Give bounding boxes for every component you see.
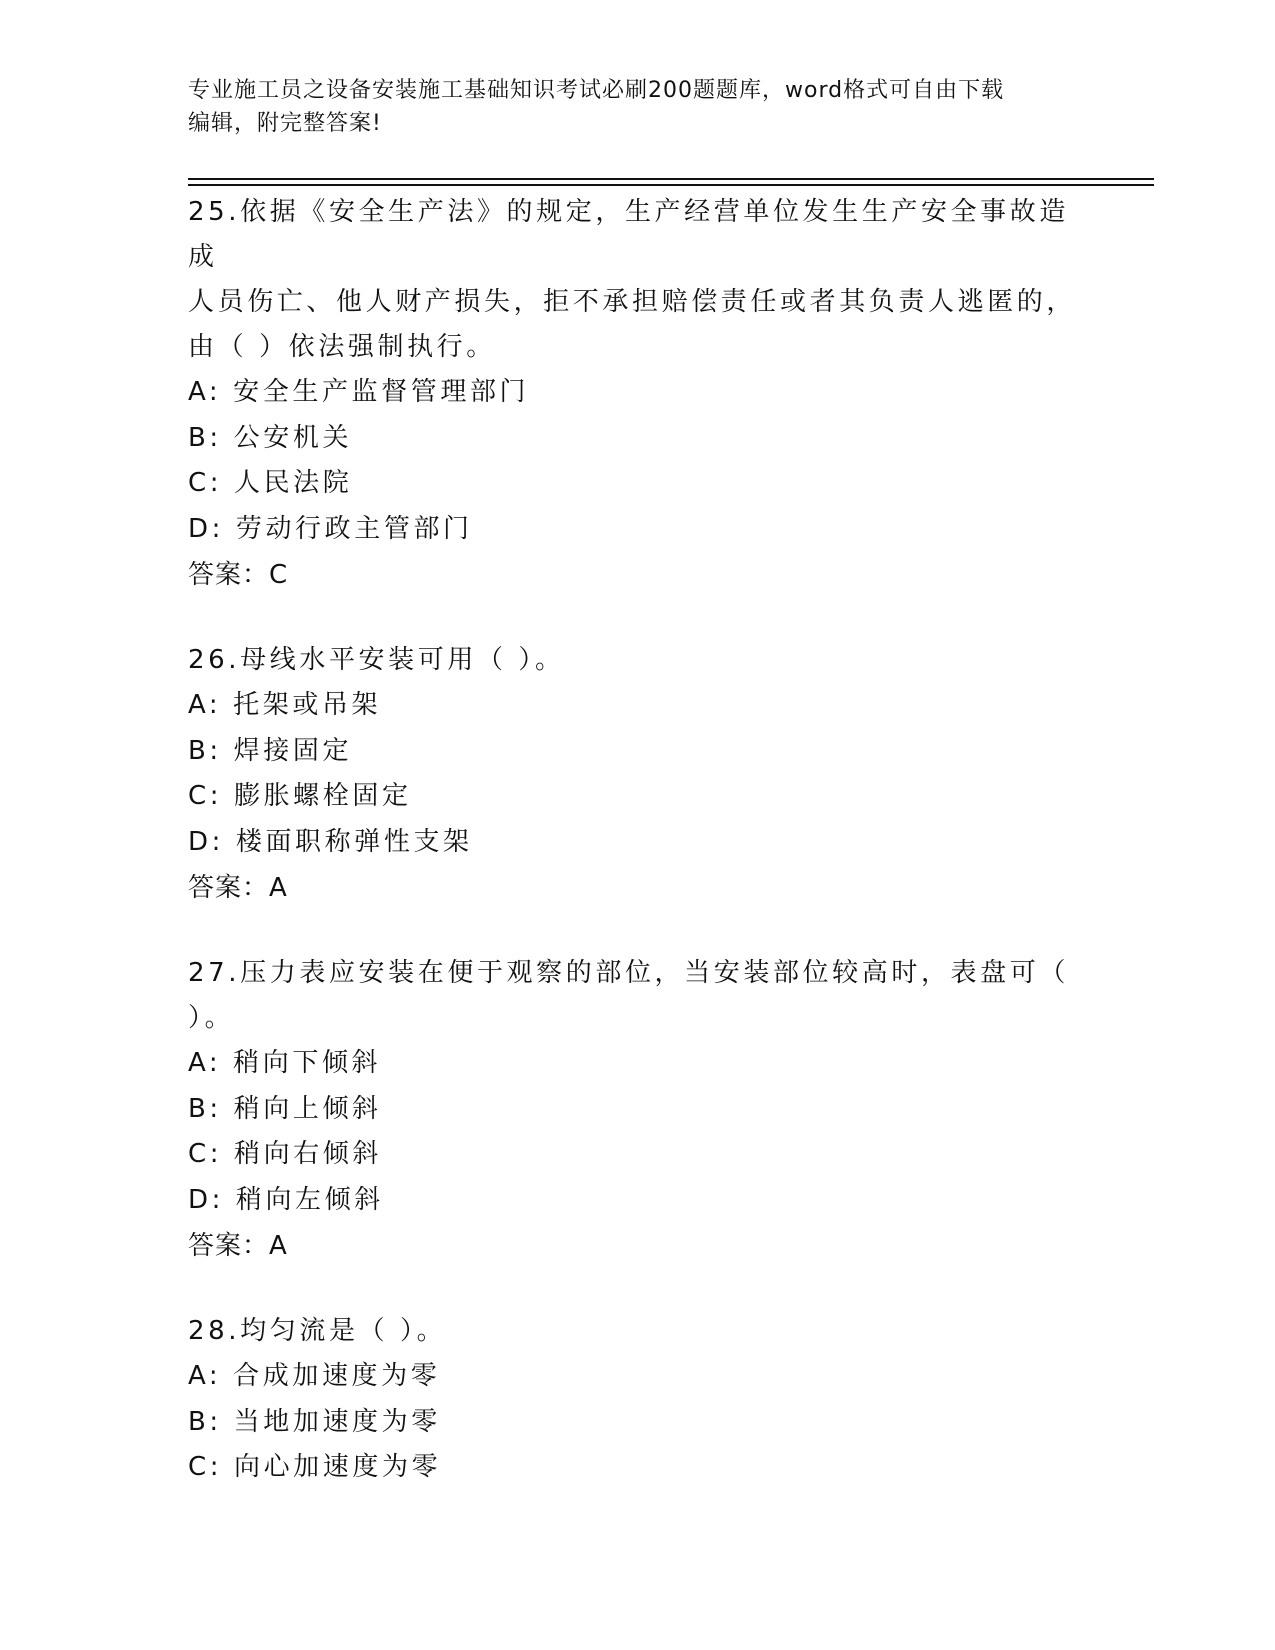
option-c: C: 膨胀螺栓固定: [188, 781, 412, 811]
header-line-2: 编辑，附完整答案!: [188, 111, 382, 136]
option-b: B: 焊接固定: [188, 735, 353, 766]
question-25: [188, 190, 1088, 598]
question-stem-line: 27.压力表应安装在便于观察的部位，当安装部位较高时，表盘可（: [188, 958, 1069, 988]
question-list: [188, 190, 1088, 1531]
answer-line: 答案：C: [188, 560, 289, 590]
question-stem-line: 人员伤亡、他人财产损失，拒不承担赔偿责任或者其负责人逃匿的，: [188, 287, 1077, 317]
option-d: D: 楼面职称弹性支架: [188, 826, 473, 857]
question-stem-line: ）。: [188, 1003, 235, 1033]
option-c: C: 稍向右倾斜: [188, 1139, 382, 1169]
option-b: B: 公安机关: [188, 422, 353, 453]
header-divider-bottom: [188, 184, 1154, 186]
option-d: D: 稍向左倾斜: [188, 1184, 384, 1215]
header-line-1: 专业施工员之设备安装施工基础知识考试必刷200题题库，word格式可自由下载: [188, 78, 1005, 103]
option-b: B: 稍向上倾斜: [188, 1093, 382, 1124]
option-b: B: 当地加速度为零: [188, 1406, 441, 1437]
question-stem-line: 25.依据《安全生产法》的规定，生产经营单位发生生产安全事故造成: [188, 197, 1069, 272]
option-d: D: 劳动行政主管部门: [188, 513, 473, 544]
question-stem-line: 28.均匀流是（ ）。: [188, 1316, 447, 1346]
question-28: [188, 1309, 1088, 1491]
question-26: [188, 638, 1088, 911]
option-a: A: 托架或吊架: [188, 690, 382, 720]
document-header: [188, 74, 1088, 140]
option-a: A: 安全生产监督管理部门: [188, 377, 530, 407]
answer-line: 答案：A: [188, 873, 288, 903]
question-27: [188, 951, 1088, 1269]
option-a: A: 合成加速度为零: [188, 1361, 441, 1391]
option-c: C: 向心加速度为零: [188, 1452, 442, 1482]
option-a: A: 稍向下倾斜: [188, 1048, 382, 1078]
option-c: C: 人民法院: [188, 468, 353, 498]
header-divider-top: [188, 178, 1154, 180]
answer-line: 答案：A: [188, 1231, 288, 1261]
question-stem-line: 26.母线水平安装可用（ ）。: [188, 645, 565, 675]
question-stem-line: 由（ ）依法强制执行。: [188, 332, 496, 362]
